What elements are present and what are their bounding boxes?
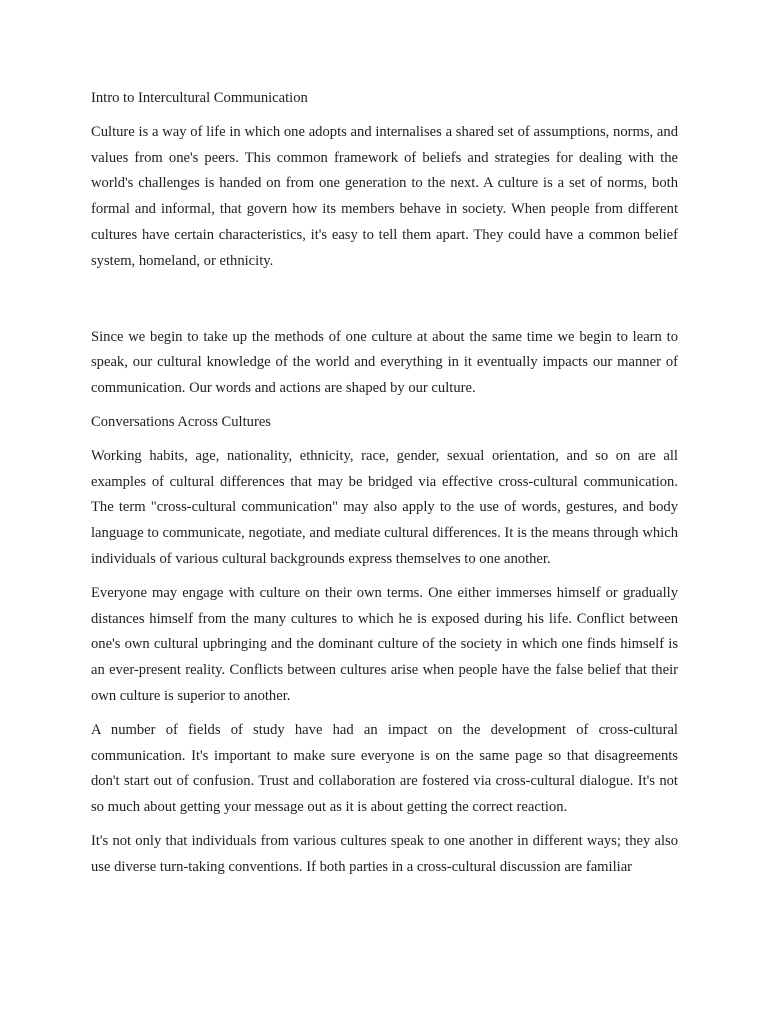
blank-spacer <box>91 283 678 325</box>
second-paragraph: Since we begin to take up the methods of one culture at about the same time we begin to learn to speak, our cultural knowledge of the world and everything in it eventually impacts our manner of communication. Our words and actions are shaped by our culture. <box>91 328 678 397</box>
document-title: Intro to Intercultural Communication <box>91 90 308 106</box>
document-body <box>91 86 678 889</box>
section-heading: Conversations Across Cultures <box>91 413 271 430</box>
section-paragraph-3: A number of fields of study have had an impact on the development of cross-cultural communication. It's important to make sure everyone is on the same page so that disagreements don't start out of confusion. Trust and collaboration are fostered via cross-cultural dialogue. It's not so much about getting your message out as it is about getting the correct reaction. <box>91 721 678 816</box>
section-paragraph-2: Everyone may engage with culture on their own terms. One either immerses himself or gradually distances himself from the many cultures to which he is exposed during his life. Conflict between one's own cultural upbringing and the dominant culture of the society in which one finds himself is an ever-present reality. Conflicts between cultures arise when people have the false belief that their own culture is superior to another. <box>91 584 678 704</box>
intro-paragraph: Culture is a way of life in which one adopts and internalises a shared set of assumptions, norms, and values from one's peers. This common framework of beliefs and strategies for dealing with the world's challenges is handed on from one generation to the next. A culture is a set of norms, both formal and informal, that govern how its members behave in society. When people from different cultures have certain characteristics, it's easy to tell them apart. They could have a common belief system, homeland, or ethnicity. <box>91 123 678 269</box>
section-paragraph-1: Working habits, age, nationality, ethnicity, race, gender, sexual orientation, and so on are all examples of cultural differences that may be bridged via effective cross-cultural communication. The term "cross-cultural communication" may also apply to the use of words, gestures, and body language to communicate, negotiate, and mediate cultural differences. It is the means through which individuals of various cultural backgrounds express themselves to one another. <box>91 447 678 567</box>
section-paragraph-4: It's not only that individuals from various cultures speak to one another in different ways; they also use diverse turn-taking conventions. If both parties in a cross-cultural discussion are familiar <box>91 832 678 875</box>
